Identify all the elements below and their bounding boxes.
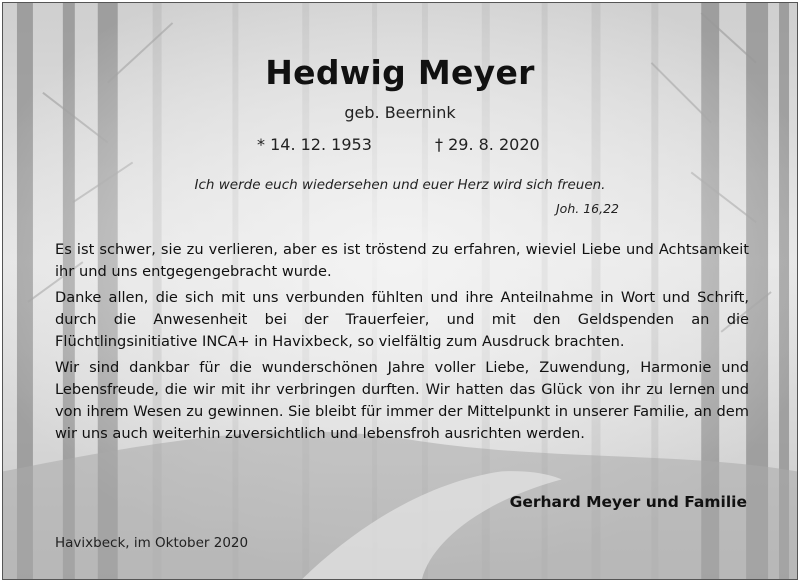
paragraph: Es ist schwer, sie zu verlieren, aber es ist tröstend zu erfahren, wieviel Liebe und Achtsamkeit ihr und uns entgegengebracht wurde.: [55, 241, 749, 280]
place-and-date: Havixbeck, im Oktober 2020: [55, 535, 249, 551]
gratitude-text: [55, 239, 749, 449]
signature: Gerhard Meyer und Familie: [509, 493, 747, 511]
notice-content: [3, 3, 797, 579]
paragraph: Wir sind dankbar für die wunderschönen Jahre voller Liebe, Zuwendung, Harmonie und Lebensfreude, die wir mit ihr verbringen durften. Wir hatten das Glück von ihr zu lernen und von ihrem Wesen zu gewinnen. Sie bleibt für immer der Mittelpunkt in unserer Familie, an dem wir uns auch weiterhin zuversichtlich und lebensfroh ausrichten werden.: [55, 359, 749, 442]
birth-date: * 14. 12. 1953: [257, 135, 372, 154]
bible-quote: Ich werde euch wiedersehen und euer Herz wird sich freuen.: [194, 177, 606, 193]
quote-reference: Joh. 16,22: [556, 201, 619, 216]
obituary-notice: [2, 2, 798, 580]
paragraph: Danke allen, die sich mit uns verbunden fühlten und ihre Anteilnahme in Wort und Schrift, durch die Anwesenheit bei der Trauerfeier, und mit den Geldspenden an die Flüchtlingsinitiative INCA+ in Havixbeck, so vielfältig zum Ausdruck brachten.: [55, 289, 749, 350]
deceased-name: Hedwig Meyer: [265, 53, 535, 92]
death-date: † 29. 8. 2020: [435, 135, 540, 154]
maiden-name: geb. Beernink: [344, 103, 456, 122]
